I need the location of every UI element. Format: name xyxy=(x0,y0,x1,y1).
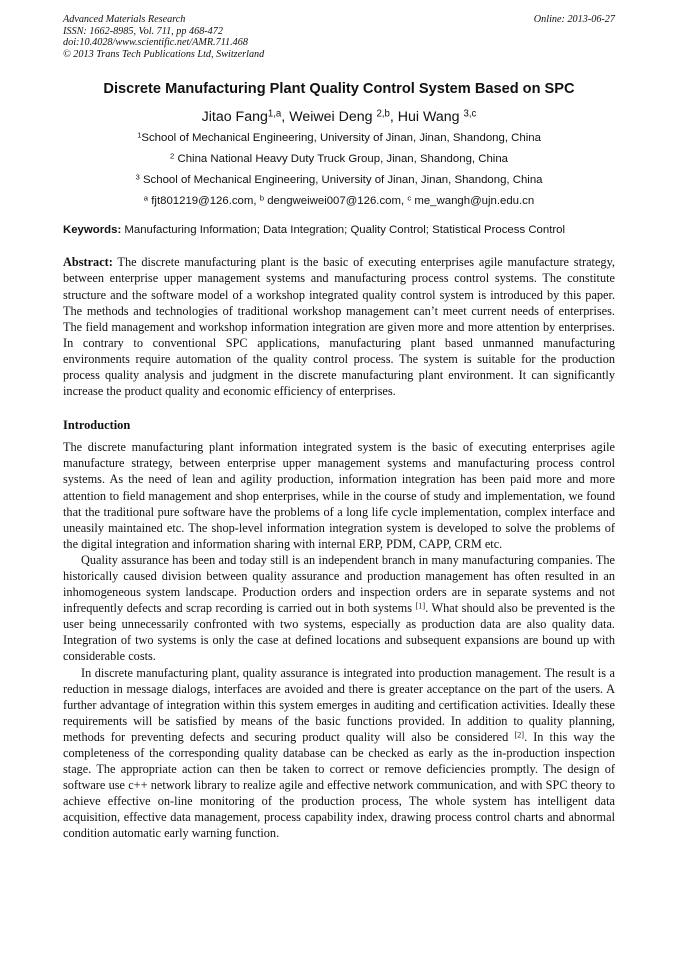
affiliation-text: China National Heavy Duty Truck Group, Jinan, Shandong, China xyxy=(174,153,508,166)
keywords-line xyxy=(63,224,615,236)
email-address[interactable]: fjt801219@126.com, xyxy=(148,195,260,208)
affiliation-superscript: 3 xyxy=(135,172,140,182)
affiliation-superscript: 2 xyxy=(170,151,175,161)
affiliation-line xyxy=(63,149,615,170)
affiliation-superscript: 1 xyxy=(137,130,142,140)
copyright-line: © 2013 Trans Tech Publications Ltd, Switzerland xyxy=(63,48,265,60)
doi-line[interactable]: doi:10.4028/www.scientific.net/AMR.711.468 xyxy=(63,37,248,49)
paper-title: Discrete Manufacturing Plant Quality Control System Based on SPC xyxy=(103,81,575,98)
online-date: Online: 2013-06-27 xyxy=(533,14,615,25)
introduction-body xyxy=(63,439,615,841)
email-line xyxy=(63,191,615,212)
email-superscript: c xyxy=(407,193,412,203)
journal-header xyxy=(63,14,615,60)
author-superscript: 3,c xyxy=(463,109,477,121)
intro-paragraph-1: The discrete manufacturing plant information integrated system is the basic of executing enterprises agile manufacture strategy, between enterprise upper management systems and manufacturing process control systems. As the need of lean and agility production, information integration has been paid more and more attention to field management and shop enterprises, while in the course of study and implementation, we found that the traditional pure software have the problems of a long life cycle implementation, complex interface and uneasily maintained etc. The shop-level information integration system is developed to solve the problems of the digital integration and information sharing with internal ERP, PDM, CAPP, CRM etc. xyxy=(63,440,615,551)
keywords-text: Manufacturing Information; Data Integration; Quality Control; Statistical Process Control xyxy=(121,224,566,237)
journal-name: Advanced Materials Research xyxy=(63,14,186,25)
paper-page xyxy=(63,14,615,842)
intro-paragraph-2: Quality assurance has been and today still is an independent branch in many manufacturing companies. The historically caused division between quality assurance and production management has often resulted in an inhomogeneous system landscape. Production orders and inspection orders are in separate systems and not infrequently defects and scrap recording is carried out in both systems [1]. What should also be prevented is the user being unnecessarily confronted with two systems, especially as production data are also quality data. Integration of two systems is only the case at defined locations and subsequent expansions are bound up with considerable costs. xyxy=(63,552,615,664)
email-address[interactable]: dengweiwei007@126.com, xyxy=(264,195,408,208)
issn-line: ISSN: 1662-8985, Vol. 711, pp 468-472 xyxy=(63,25,223,37)
abstract-text: The discrete manufacturing plant is the basic of executing enterprises agile manufacture strategy, between enterprise upper management systems and manufacturing process control systems. The constitute structure and the software model of a workshop integrated quality control system is introduced by this paper. The methods and technologies of traditional workshop management can’t meet current needs of enterprises. The field management and workshop information integration are given more and more attention by enterprises. In contrary to conventional SPC applications, manufacturing plant based unmanned manufacturing environments require automation of the quality control process. The system is suitable for the production process quality analysis and judgment in the discrete manufacturing plant environment. It can significantly increase the product quality and economic efficiency of enterprises. xyxy=(63,255,615,399)
affiliation-text: School of Mechanical Engineering, University of Jinan, Jinan, Shandong, China xyxy=(141,132,541,145)
author-name: Hui Wang xyxy=(397,109,464,126)
author-name: Weiwei Deng xyxy=(289,109,377,126)
affiliation-text: School of Mechanical Engineering, University of Jinan, Jinan, Shandong, China xyxy=(139,174,543,187)
affiliation-line xyxy=(63,170,615,191)
abstract-label: Abstract: xyxy=(63,255,113,270)
author-superscript: 1,a xyxy=(267,109,282,121)
citation-ref[interactable]: [2] xyxy=(514,730,525,740)
author-list: Jitao Fang$^{1,a}$, Weiwei Deng $^{2,b}$, Hui Wang $^{3,c}$ xyxy=(201,109,477,126)
keywords-label: Keywords: xyxy=(63,224,122,237)
email-superscript: a xyxy=(143,193,149,203)
author-name: Jitao Fang xyxy=(201,109,268,126)
email-address[interactable]: me_wangh@ujn.edu.cn xyxy=(411,195,535,208)
section-heading-introduction: Introduction xyxy=(63,418,131,433)
abstract-block xyxy=(63,254,615,399)
intro-paragraph-3: In discrete manufacturing plant, quality assurance is integrated into production management. The result is a reduction in message dialogs, interfaces are avoided and there is greater acceptance on the part of the users. A further advantage of integration within this system emerges in auditing and certification activities. Ideally these requirements will be satisfied by means of the basic functions provided. In addition to quality planning, methods for preventing defects and securing product quality will also be considered [2]. In this way the completeness of the corresponding quality database can be checked as early as the in-production inspection stage. The appropriate action can then be taken to correct or remove deficiencies promptly. The design of software use c++ network library to realize agile and effective network communication, and with SPC theory to achieve effective on-line monitoring of the production process, The whole system has intelligent data acquisition, effective data management, process capability index, drawing process control charts and abnormal condition automatic early warning function. xyxy=(63,665,615,841)
author-superscript: 2,b xyxy=(376,109,390,121)
affiliation-line xyxy=(63,128,615,149)
citation-ref[interactable]: [1] xyxy=(415,601,426,611)
email-superscript: b xyxy=(259,193,265,203)
